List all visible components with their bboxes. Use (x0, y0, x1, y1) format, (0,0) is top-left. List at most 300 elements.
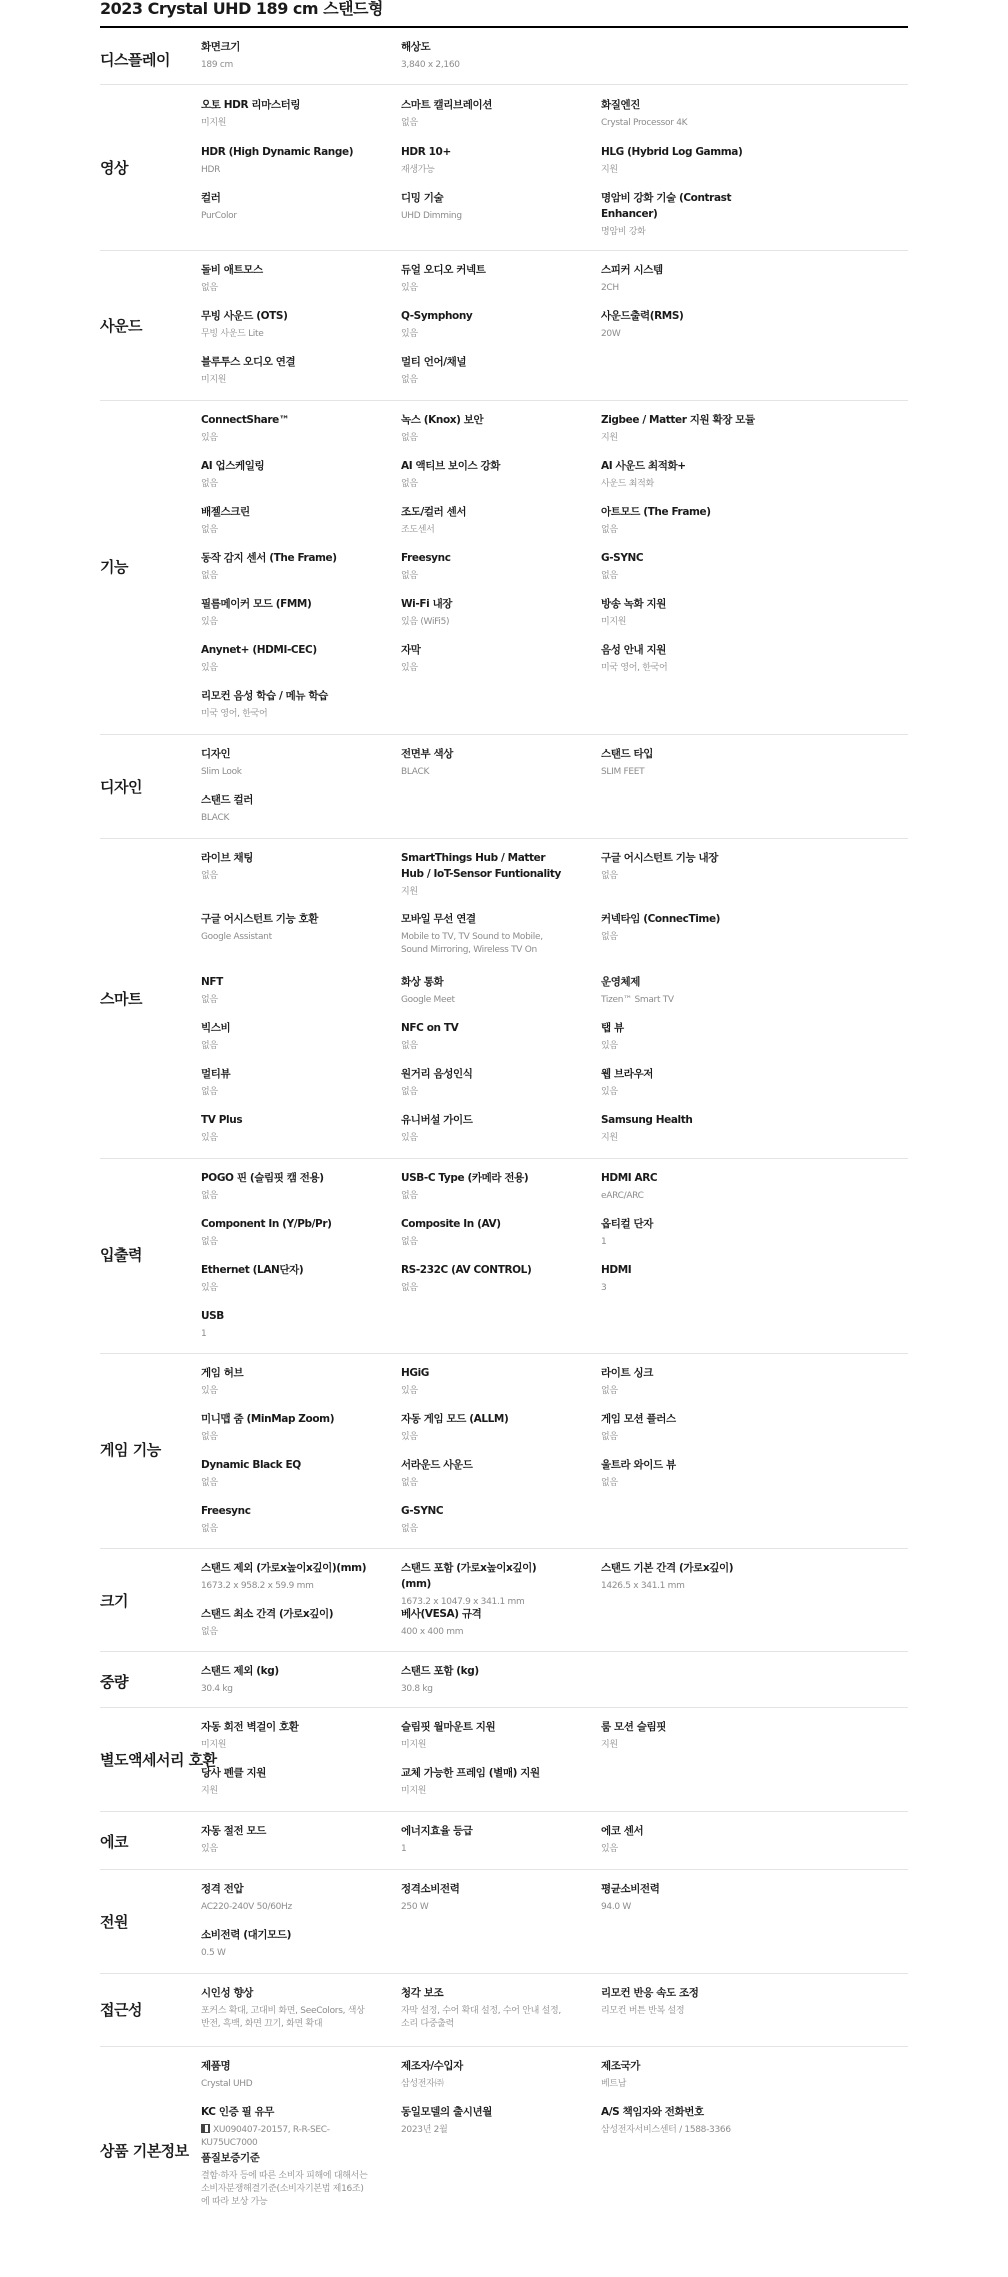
section-title: 상품 기본정보 (100, 2142, 189, 2160)
spec-item-label: 화상 통화 (401, 976, 444, 988)
spec-item-label: HDR (High Dynamic Range) (201, 146, 354, 158)
spec-item (201, 911, 369, 944)
spec-item-label: 아트모드 (The Frame) (601, 506, 711, 518)
spec-item-value: 없음 (201, 995, 218, 1005)
qr-code-icon (201, 2124, 210, 2133)
spec-item (201, 1411, 369, 1444)
spec-item-value: 지원 (601, 165, 618, 175)
section-title: 에코 (100, 1833, 128, 1851)
kc-cert-number: XU090407-20157, R-R-SEC-KU75UC7000 (201, 2125, 330, 2148)
spec-item-label: 모바일 무선 연결 (401, 913, 476, 925)
spec-item-value: 1 (401, 1844, 407, 1854)
section-title: 게임 기능 (100, 1441, 161, 1459)
spec-item-value: 2023년 2월 (401, 2125, 448, 2135)
spec-item-value: Google Meet (401, 995, 455, 1005)
spec-item-value: 30.4 kg (201, 1684, 233, 1694)
spec-item (201, 308, 369, 341)
spec-item-value: 3,840 x 2,160 (401, 60, 460, 70)
spec-item (201, 1262, 369, 1295)
spec-item-label: 방송 녹화 지원 (601, 598, 666, 610)
spec-item (401, 1112, 569, 1145)
spec-item-label: 필름메이커 모드 (FMM) (201, 598, 312, 610)
spec-item-value: 250 W (401, 1902, 429, 1912)
spec-item (201, 1560, 369, 1593)
spec-item-value: 있음 (601, 1041, 618, 1051)
spec-item-value: 있음 (601, 1844, 618, 1854)
spec-item (601, 1457, 769, 1490)
spec-item (201, 2058, 369, 2091)
spec-item-value: 없음 (201, 283, 218, 293)
spec-item-label: 슬림핏 월마운트 지원 (401, 1721, 496, 1733)
spec-item (201, 1308, 369, 1341)
spec-item-value: 없음 (601, 525, 618, 535)
spec-item (401, 2104, 569, 2137)
page-title: 2023 Crystal UHD 189 cm 스탠드형 (100, 0, 908, 28)
spec-item (601, 1112, 769, 1145)
spec-item-label: 소비전력 (대기모드) (201, 1929, 291, 1941)
spec-item-value: 있음 (401, 283, 418, 293)
spec-item (601, 144, 769, 177)
spec-section (100, 1158, 908, 1354)
spec-item-label: 평균소비전력 (601, 1883, 660, 1895)
spec-item-value: 없음 (201, 1478, 218, 1488)
spec-item-label: AI 액티브 보이스 강화 (401, 460, 500, 472)
spec-item-value: PurColor (201, 211, 237, 221)
spec-item-label: 배젤스크린 (201, 506, 250, 518)
spec-item-label: 라이트 싱크 (601, 1367, 653, 1379)
spec-item (401, 504, 569, 537)
spec-item-label: 조도/컬러 센서 (401, 506, 467, 518)
spec-item (601, 504, 769, 537)
spec-item-label: 운영체제 (601, 976, 640, 988)
spec-item (401, 190, 569, 223)
spec-item-label: NFT (201, 976, 223, 988)
spec-item-value: BLACK (401, 767, 430, 777)
spec-item (201, 354, 369, 387)
spec-item (201, 688, 369, 721)
spec-item-value: Crystal Processor 4K (601, 118, 688, 128)
spec-item (601, 1170, 769, 1203)
spec-item-label: 동작 감지 센서 (The Frame) (201, 552, 337, 564)
spec-item-value: 미지원 (401, 1786, 427, 1796)
spec-item-label: 정격 전압 (201, 1883, 244, 1895)
spec-item-value: 없음 (401, 433, 418, 443)
spec-item-value: 포커스 확대, 고대비 화면, SeeColors, 색상 반전, 흑백, 화면 끄기, 화면 확대 (201, 2006, 365, 2029)
spec-item-label: 구글 어시스턴트 기능 내장 (601, 852, 718, 864)
spec-item-label: 녹스 (Knox) 보안 (401, 414, 484, 426)
spec-item-label: 스탠드 포함 (가로x높이x깊이) (mm) (401, 1562, 537, 1590)
spec-item (601, 1216, 769, 1249)
spec-item-label: 스탠드 컬러 (201, 794, 253, 806)
spec-item-label: HDMI ARC (601, 1172, 658, 1184)
spec-item-value: Tizen™ Smart TV (601, 995, 674, 1005)
spec-item (401, 1020, 569, 1053)
spec-item-label: HDR 10+ (401, 146, 451, 158)
spec-item-label: HDMI (601, 1264, 632, 1276)
spec-item-value: 미지원 (201, 375, 227, 385)
spec-item (401, 1503, 569, 1536)
spec-item-value: 189 cm (201, 60, 233, 70)
spec-item-label: 원거리 음성인식 (401, 1068, 473, 1080)
spec-item-value: 있음 (201, 1133, 218, 1143)
spec-item-value: HDR (201, 165, 221, 175)
spec-item (401, 412, 569, 445)
spec-item (201, 596, 369, 629)
spec-item-value: 30.8 kg (401, 1684, 433, 1694)
spec-item-value: 없음 (401, 118, 418, 128)
spec-item (201, 144, 369, 177)
spec-item (401, 1663, 569, 1696)
spec-item (401, 2058, 569, 2091)
spec-item-label: 제조국가 (601, 2060, 640, 2072)
spec-item-value: 3 (601, 1283, 607, 1293)
spec-item-value: 1426.5 x 341.1 mm (601, 1581, 685, 1591)
spec-item (601, 97, 769, 130)
spec-item (201, 1365, 369, 1398)
spec-item-label: Zigbee / Matter 지원 확장 모듈 (601, 414, 755, 426)
spec-item-value: 미지원 (201, 118, 227, 128)
spec-item (201, 1606, 369, 1639)
spec-item-value: 있음 (WiFi5) (401, 617, 450, 627)
spec-item (201, 2104, 369, 2150)
spec-item (601, 911, 769, 944)
spec-item-label: 라이브 채팅 (201, 852, 253, 864)
spec-item (401, 1560, 569, 1609)
spec-item-value: 재생가능 (401, 165, 435, 175)
spec-item-value: 있음 (201, 1844, 218, 1854)
spec-item-value: 미지원 (401, 1740, 427, 1750)
spec-item (601, 308, 769, 341)
spec-item (401, 1823, 569, 1856)
spec-item (601, 1719, 769, 1752)
spec-item (401, 850, 569, 899)
spec-item-value: 없음 (201, 571, 218, 581)
spec-section (100, 734, 908, 839)
spec-item-label: 스탠드 타입 (601, 748, 653, 760)
spec-item (201, 1881, 369, 1914)
spec-item (201, 642, 369, 675)
spec-item (401, 974, 569, 1007)
spec-item (201, 792, 369, 825)
spec-item-value: 있음 (201, 663, 218, 673)
spec-item (201, 190, 369, 223)
spec-item-label: Ethernet (LAN단자) (201, 1264, 304, 1276)
spec-item-label: 디자인 (201, 748, 231, 760)
spec-item-value: BLACK (201, 813, 230, 823)
spec-item-label: 무빙 사운드 (OTS) (201, 310, 288, 322)
spec-item-label: AI 사운드 최적화+ (601, 460, 686, 472)
spec-item (401, 1262, 569, 1295)
spec-item-value: 지원 (401, 887, 418, 897)
spec-item (201, 39, 369, 72)
spec-item-label: SmartThings Hub / Matter Hub / IoT-Sensor Funtionality (401, 852, 561, 880)
section-title: 크기 (100, 1592, 128, 1610)
spec-item (601, 412, 769, 445)
spec-item-label: 해상도 (401, 41, 431, 53)
spec-item-label: 유니버설 가이드 (401, 1114, 473, 1126)
section-title: 중량 (100, 1673, 128, 1691)
spec-item-label: 에코 센서 (601, 1825, 644, 1837)
spec-item-label: 품질보증기준 (201, 2152, 260, 2164)
spec-item (401, 354, 569, 387)
spec-item-label: 스탠드 포함 (kg) (401, 1665, 479, 1677)
section-title: 접근성 (100, 2001, 142, 2019)
spec-item-value: 지원 (601, 433, 618, 443)
spec-item-value: 1673.2 x 1047.9 x 341.1 mm (401, 1597, 525, 1607)
spec-item-value: 1 (601, 1237, 607, 1247)
spec-item-value: 20W (601, 329, 621, 339)
spec-item (401, 642, 569, 675)
spec-item-label: 사운드출력(RMS) (601, 310, 684, 322)
spec-item (601, 850, 769, 883)
section-title: 스마트 (100, 990, 142, 1008)
spec-item (601, 1262, 769, 1295)
spec-item (601, 1560, 769, 1593)
spec-item-value: Mobile to TV, TV Sound to Mobile, Sound Mirroring, Wireless TV On (401, 932, 543, 955)
spec-item-label: 당사 펜클 지원 (201, 1767, 266, 1779)
spec-item (201, 1020, 369, 1053)
spec-item (201, 1170, 369, 1203)
spec-item-label: Component In (Y/Pb/Pr) (201, 1218, 332, 1230)
spec-item-value: 있음 (201, 1386, 218, 1396)
spec-item-value: 없음 (401, 375, 418, 385)
spec-item-value: 없음 (201, 1524, 218, 1534)
section-title: 별도액세서리 호환 (100, 1751, 217, 1769)
spec-item-label: 멀티 언어/채널 (401, 356, 467, 368)
spec-item-value: Slim Look (201, 767, 242, 777)
spec-item (201, 1765, 369, 1798)
spec-item (201, 1503, 369, 1536)
spec-item-label: NFC on TV (401, 1022, 459, 1034)
spec-item (601, 1411, 769, 1444)
spec-item-label: Freesync (201, 1505, 251, 1517)
spec-item (201, 1457, 369, 1490)
spec-item-label: G-SYNC (601, 552, 644, 564)
spec-item-label: POGO 핀 (슬림핏 캠 전용) (201, 1172, 324, 1184)
spec-item (601, 2104, 769, 2137)
spec-item-value: 없음 (201, 479, 218, 489)
spec-item (201, 262, 369, 295)
spec-item (401, 1719, 569, 1752)
spec-item-label: RS-232C (AV CONTROL) (401, 1264, 532, 1276)
spec-item (601, 2058, 769, 2091)
spec-item-label: 빅스비 (201, 1022, 231, 1034)
spec-item-label: 듀얼 오디오 커넥트 (401, 264, 486, 276)
spec-section (100, 2046, 908, 2277)
spec-item-value: 미국 영어, 한국어 (201, 709, 268, 719)
spec-item-value: 지원 (201, 1786, 218, 1796)
spec-section (100, 1353, 908, 1549)
spec-item-value: 있음 (401, 329, 418, 339)
spec-item-value: 없음 (601, 1386, 618, 1396)
spec-item-label: 게임 허브 (201, 1367, 244, 1379)
section-title: 전원 (100, 1913, 128, 1931)
spec-item-value: 없음 (401, 1237, 418, 1247)
spec-item-label: 정격소비전력 (401, 1883, 460, 1895)
spec-item-value: 있음 (601, 1087, 618, 1097)
spec-item (601, 550, 769, 583)
spec-item (401, 1765, 569, 1798)
spec-item (201, 1066, 369, 1099)
spec-item-label: HGiG (401, 1367, 430, 1379)
spec-item-value: 없음 (201, 1041, 218, 1051)
spec-item (401, 1457, 569, 1490)
spec-item-label: 스피커 시스템 (601, 264, 663, 276)
spec-item-value: 없음 (201, 1087, 218, 1097)
spec-item (201, 1663, 369, 1696)
spec-item-value: 없음 (201, 1432, 218, 1442)
spec-item-value: 자막 설정, 수어 확대 설정, 수어 안내 설정, 소리 다중출력 (401, 2006, 561, 2029)
spec-item-label: Q-Symphony (401, 310, 473, 322)
spec-item (601, 458, 769, 491)
spec-section (100, 1651, 908, 1708)
spec-item-label: 시인성 향상 (201, 1987, 253, 1999)
spec-item-value: 없음 (401, 1191, 418, 1201)
spec-item-value: 조도센서 (401, 525, 435, 535)
spec-item-label: 스탠드 제외 (kg) (201, 1665, 279, 1677)
spec-item-label: 탭 뷰 (601, 1022, 624, 1034)
spec-item-label: TV Plus (201, 1114, 243, 1126)
spec-item-value: 있음 (401, 1386, 418, 1396)
spec-item (601, 974, 769, 1007)
spec-item (201, 550, 369, 583)
spec-item-value: 94.0 W (601, 1902, 631, 1912)
spec-item-value: 베트남 (601, 2079, 627, 2089)
spec-item-value: 없음 (401, 1524, 418, 1534)
spec-item-value: 1 (201, 1329, 207, 1339)
spec-item-value: 없음 (401, 479, 418, 489)
spec-item-label: 게임 모션 플러스 (601, 1413, 676, 1425)
spec-item (201, 1112, 369, 1145)
spec-item (201, 1927, 369, 1960)
spec-item-value: 리모컨 버튼 반복 설정 (601, 2006, 685, 2016)
spec-item-label: 스탠드 제외 (가로x높이x깊이)(mm) (201, 1562, 367, 1574)
spec-item-value: eARC/ARC (601, 1191, 644, 1201)
spec-item-label: 미니맵 줌 (MinMap Zoom) (201, 1413, 335, 1425)
spec-item-label: 컬러 (201, 192, 221, 204)
spec-item-value: 없음 (401, 1087, 418, 1097)
spec-item (201, 458, 369, 491)
spec-item-label: HLG (Hybrid Log Gamma) (601, 146, 743, 158)
spec-item-value: 있음 (401, 1432, 418, 1442)
spec-item (201, 412, 369, 445)
spec-item-value: 삼성전자서비스센터 / 1588-3366 (601, 2125, 731, 2135)
spec-item (401, 458, 569, 491)
spec-item (201, 746, 369, 779)
spec-item-label: 제품명 (201, 2060, 231, 2072)
spec-item-label: 자동 게임 모드 (ALLM) (401, 1413, 509, 1425)
spec-item-label: 명암비 강화 기술 (Contrast Enhancer) (601, 192, 732, 220)
spec-item (401, 97, 569, 130)
spec-item-value: 0.5 W (201, 1948, 226, 1958)
spec-section (100, 1869, 908, 1974)
spec-item-label: 스탠드 기본 간격 (가로x깊이) (601, 1562, 734, 1574)
spec-item-label: AI 업스케일링 (201, 460, 265, 472)
spec-item-label: Wi-Fi 내장 (401, 598, 453, 610)
spec-item-label: USB (201, 1310, 224, 1322)
spec-item-value: 없음 (401, 1283, 418, 1293)
spec-section (100, 838, 908, 1159)
spec-item-label: 디밍 기술 (401, 192, 444, 204)
spec-item-value: 없음 (601, 571, 618, 581)
spec-item-label: 자동 회전 벽걸이 호환 (201, 1721, 299, 1733)
spec-item (601, 1020, 769, 1053)
spec-item-label: 베사(VESA) 규격 (401, 1608, 482, 1620)
spec-item-value: 없음 (201, 525, 218, 535)
spec-item-label: Composite In (AV) (401, 1218, 501, 1230)
section-title: 영상 (100, 159, 128, 177)
spec-item-value: 있음 (201, 617, 218, 627)
spec-item-value: Google Assistant (201, 932, 272, 942)
spec-section (100, 400, 908, 735)
spec-item (401, 144, 569, 177)
spec-item-value: Crystal UHD (201, 2079, 253, 2089)
spec-item (201, 1216, 369, 1249)
spec-item (201, 97, 369, 130)
spec-item-value: 무빙 사운드 Lite (201, 329, 264, 339)
section-title: 입출력 (100, 1246, 142, 1264)
spec-item (601, 1823, 769, 1856)
spec-item-value: 있음 (201, 433, 218, 443)
spec-item-value: 미지원 (201, 1740, 227, 1750)
spec-item-label: Dynamic Black EQ (201, 1459, 301, 1471)
spec-section (100, 1811, 908, 1870)
spec-item-label: 전면부 색상 (401, 748, 453, 760)
spec-item-value: 없음 (601, 1478, 618, 1488)
spec-item-label: 돌비 애트모스 (201, 264, 263, 276)
spec-item-value: 지원 (601, 1740, 618, 1750)
spec-item (601, 642, 769, 675)
spec-item-value: 없음 (401, 571, 418, 581)
spec-item (201, 1985, 369, 2031)
spec-item-label: 옵티컬 단자 (601, 1218, 653, 1230)
spec-item-label: 서라운드 사운드 (401, 1459, 473, 1471)
spec-item-value: 명암비 강화 (601, 227, 646, 237)
spec-item (201, 850, 369, 883)
spec-item (401, 1066, 569, 1099)
spec-item-value: 사운드 최적화 (601, 479, 654, 489)
spec-item-label: A/S 책임자와 전화번호 (601, 2106, 704, 2118)
spec-item (401, 1170, 569, 1203)
spec-item-label: Freesync (401, 552, 451, 564)
spec-item-label: 자막 (401, 644, 421, 656)
spec-item-label: 룸 모션 슬림핏 (601, 1721, 666, 1733)
section-title: 디스플레이 (100, 51, 170, 69)
spec-item-label: ConnectShare™ (201, 414, 289, 426)
spec-item-value: 400 x 400 mm (401, 1627, 464, 1637)
spec-item-label: G-SYNC (401, 1505, 444, 1517)
section-title: 기능 (100, 558, 128, 576)
spec-item-value: 미국 영어, 한국어 (601, 663, 668, 673)
spec-item-value: 있음 (401, 663, 418, 673)
spec-item-label: 울트라 와이드 뷰 (601, 1459, 676, 1471)
spec-item-label: 제조자/수입자 (401, 2060, 463, 2072)
spec-item-label: 음성 안내 지원 (601, 644, 666, 656)
spec-item-value (201, 2124, 369, 2150)
spec-item (601, 596, 769, 629)
spec-item-label: 커넥타임 (ConnecTime) (601, 913, 721, 925)
section-title: 사운드 (100, 317, 142, 335)
spec-item (201, 504, 369, 537)
spec-item-value: 없음 (401, 1041, 418, 1051)
spec-item (401, 1365, 569, 1398)
spec-item-label: Samsung Health (601, 1114, 693, 1126)
spec-item-label: 화면크기 (201, 41, 240, 53)
spec-item (401, 1606, 569, 1639)
spec-item-value: 2CH (601, 283, 619, 293)
spec-item (401, 1985, 569, 2031)
spec-item-label: 리모컨 음성 학습 / 메뉴 학습 (201, 690, 328, 702)
